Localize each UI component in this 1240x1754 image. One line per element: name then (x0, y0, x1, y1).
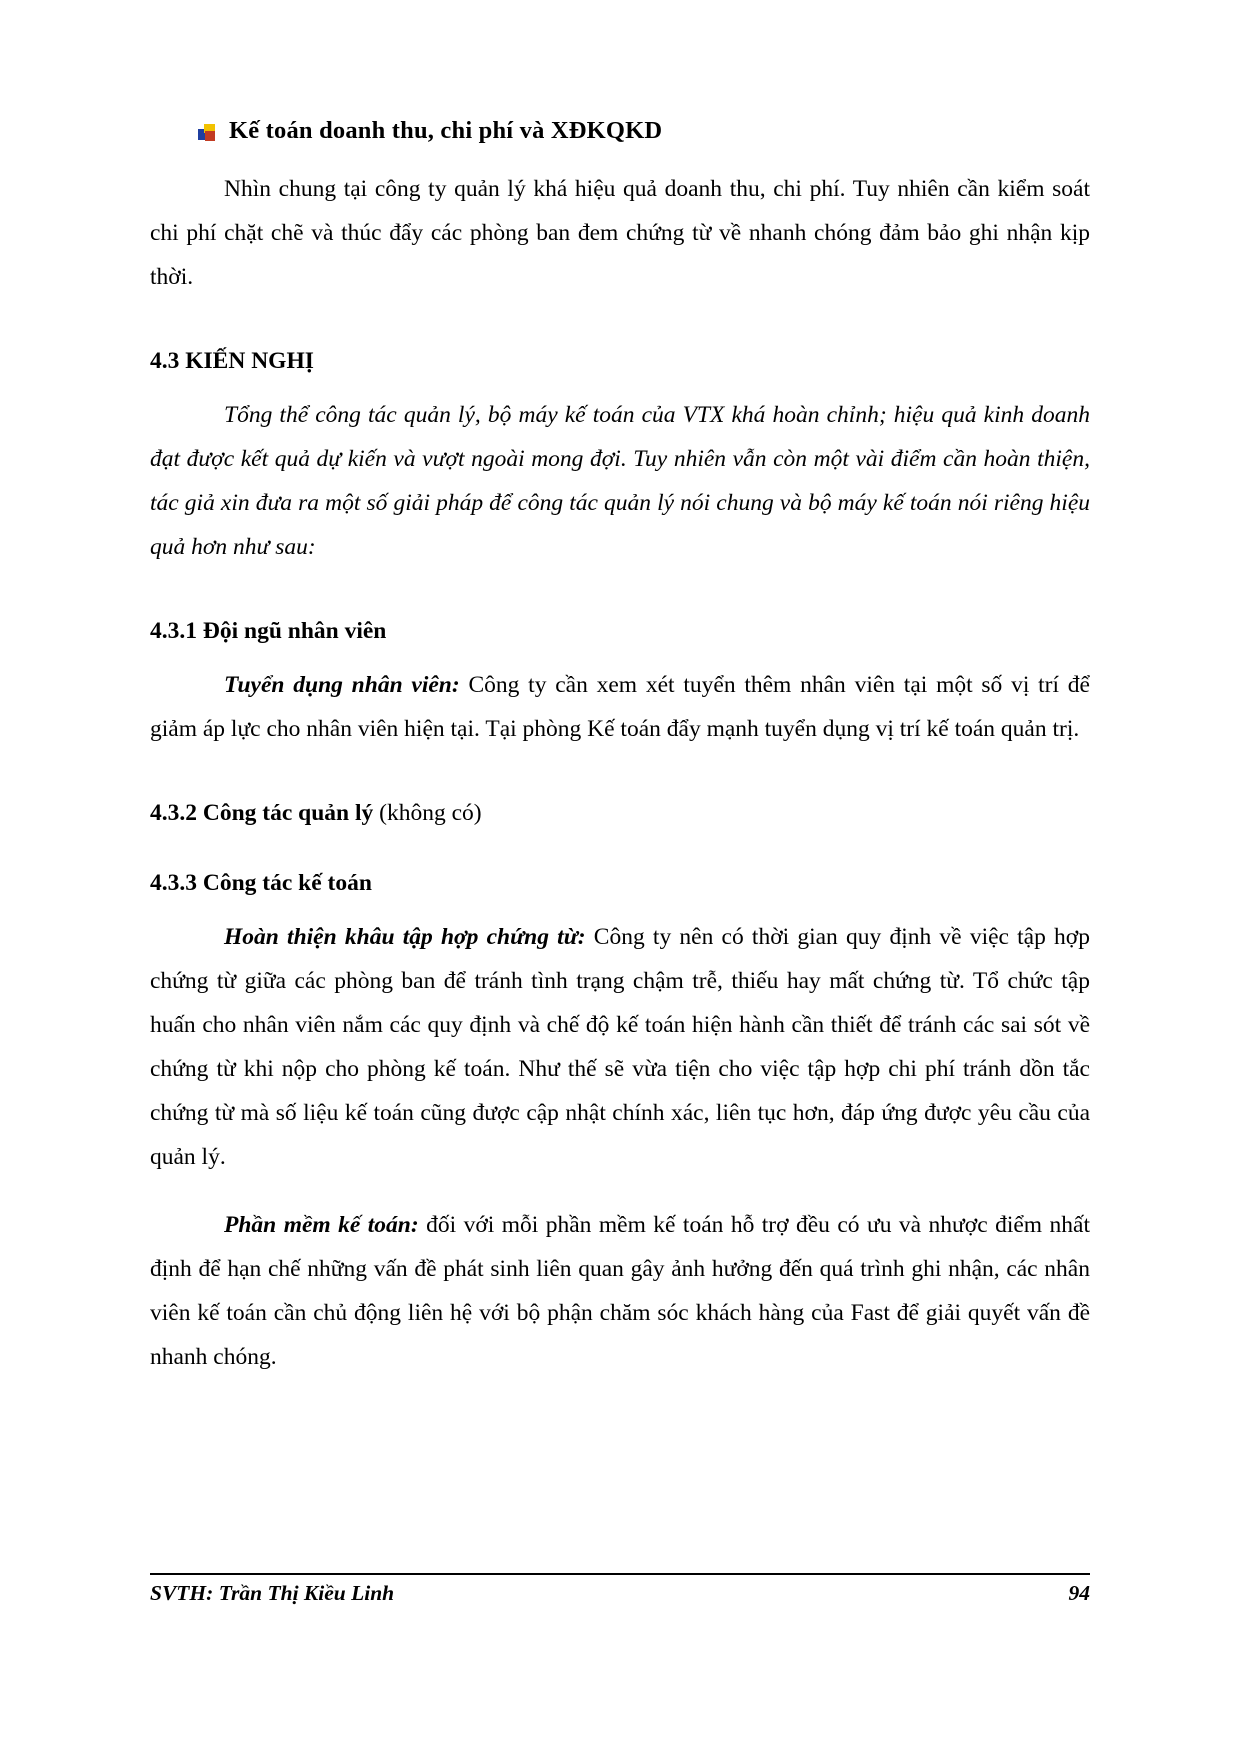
colored-squares-bullet-icon (198, 124, 215, 141)
heading-4-3-2-bold: 4.3.2 Công tác quản lý (150, 799, 374, 826)
footer-row (150, 1581, 1090, 1606)
paragraph-lead-document-collection: Hoàn thiện khâu tập hợp chứng từ: (224, 923, 586, 950)
paragraph-document-collection (150, 915, 1090, 1179)
paragraph-rest-recruitment: Công ty cần xem xét tuyển thêm nhân viên tại một số vị trí để giảm áp lực cho nhân viên hiện tại. Tại phòng Kế toán đẩy mạnh tuyển dụng vị trí kế toán quản trị. (150, 671, 1090, 742)
spacer (150, 571, 1090, 583)
bullet-heading-text: Kế toán doanh thu, chi phí và XĐKQKD (229, 117, 663, 144)
heading-4-3-3: 4.3.3 Công tác kế toán (150, 869, 372, 896)
paragraph-lead-recruitment: Tuyển dụng nhân viên: (224, 671, 460, 698)
spacer (150, 301, 1090, 313)
page-footer (150, 1573, 1090, 1606)
heading-4-3-2-normal: (không có) (373, 799, 482, 826)
paragraph-rest-accounting-software: đối với mỗi phần mềm kế toán hỗ trợ đều có ưu và nhược điểm nhất định để hạn chế những vấn đề phát sinh liên quan gây ảnh hưởng đến quá trình ghi nhận, các nhân viên kế toán cần chủ động liên hệ với bộ phận chăm sóc khách hàng của Fast để giải quyết vấn đề nhanh chóng. (150, 1211, 1090, 1370)
footer-author: SVTH: Trần Thị Kiều Linh (150, 1581, 395, 1605)
heading-4-3-1: 4.3.1 Đội ngũ nhân viên (150, 617, 387, 644)
spacer (150, 1181, 1090, 1203)
paragraph-lead-accounting-software: Phần mềm kế toán: (224, 1211, 419, 1238)
paragraph-overview: Nhìn chung tại công ty quản lý khá hiệu quả doanh thu, chi phí. Tuy nhiên cần kiểm soát chi phí chặt chẽ và thúc đẩy các phòng ban đem chứng từ về nhanh chóng đảm bảo ghi nhận kịp thời. (150, 175, 1090, 290)
spacer (150, 753, 1090, 765)
footer-page-number: 94 (1068, 1581, 1090, 1605)
paragraph-staff-recruitment (150, 663, 1090, 751)
paragraph-accounting-software (150, 1203, 1090, 1379)
paragraph-rest-document-collection: Công ty nên có thời gian quy định về việc tập hợp chứng từ giữa các phòng ban để tránh tình trạng chậm trễ, thiếu hay mất chứng từ. Tổ chức tập huấn cho nhân viên nắm các quy định và chế độ kế toán hiện hành cần thiết để tránh các sai sót về chứng từ khi nộp cho phòng kế toán. Như thế sẽ vừa tiện cho việc tập hợp chi phí tránh dồn tắc chứng từ mà số liệu kế toán cũng được cập nhật chính xác, liên tục hơn, đáp ứng được yêu cầu của quản lý. (150, 923, 1090, 1170)
page-content (150, 115, 1090, 1379)
heading-4-3-2 (150, 791, 1090, 835)
paragraph-recommendation-intro: Tổng thể công tác quản lý, bộ máy kế toán của VTX khá hoàn chỉnh; hiệu quả kinh doanh đạt được kết quả dự kiến và vượt ngoài mong đợi. Tuy nhiên vẫn còn một vài điểm cần hoàn thiện, tác giả xin đưa ra một số giải pháp để công tác quản lý nói chung và bộ máy kế toán nói riêng hiệu quả hơn như sau: (150, 401, 1090, 560)
bullet-heading (150, 115, 1090, 147)
footer-divider (150, 1573, 1090, 1575)
heading-4-3: 4.3 KIẾN NGHỊ (150, 347, 314, 374)
